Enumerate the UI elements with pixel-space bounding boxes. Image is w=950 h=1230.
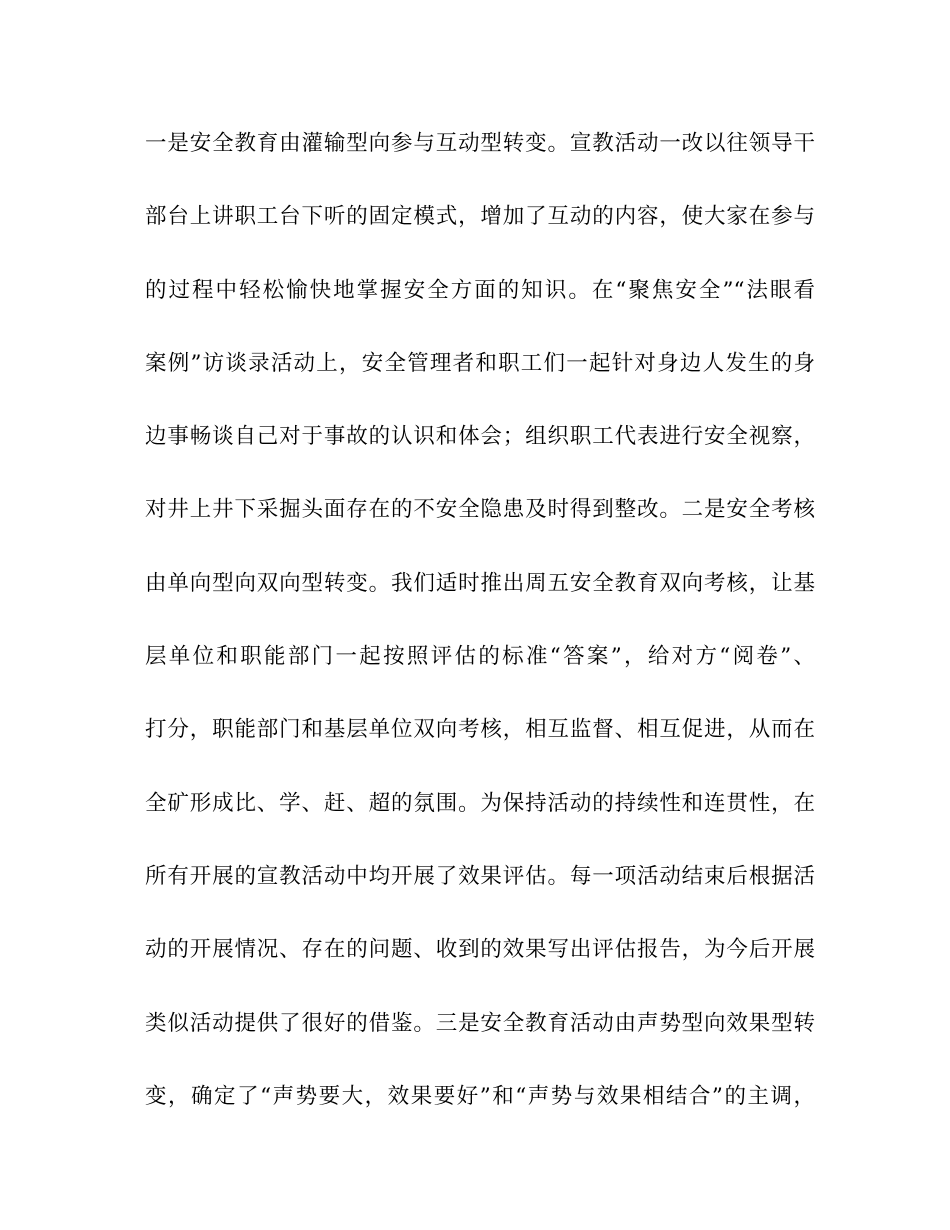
text-line: 类似活动提供了很好的借鉴。三是安全教育活动由声势型向效果型转 xyxy=(145,1010,815,1036)
text-line: 由单向型向双向型转变。我们适时推出周五安全教育双向考核，让基 xyxy=(145,570,815,596)
text-line: 边事畅谈自己对于事故的认识和体会；组织职工代表进行安全视察， xyxy=(145,424,815,450)
text-line: 所有开展的宣教活动中均开展了效果评估。每一项活动结束后根据活 xyxy=(145,863,815,889)
text-line: 层单位和职能部门一起按照评估的标准“答案”，给对方“阅卷”、 xyxy=(145,644,815,670)
text-line: 一是安全教育由灌输型向参与互动型转变。宣教活动一改以往领导干 xyxy=(145,131,815,156)
body-paragraph xyxy=(145,126,815,1152)
text-line: 的过程中轻松愉快地掌握安全方面的知识。在“聚焦安全”“法眼看 xyxy=(145,277,815,303)
text-line: 对井上井下采掘头面存在的不安全隐患及时得到整改。二是安全考核 xyxy=(145,497,815,523)
text-line: 全矿形成比、学、赶、超的氛围。为保持活动的持续性和连贯性，在 xyxy=(145,790,815,816)
text-line: 案例”访谈录活动上，安全管理者和职工们一起针对身边人发生的身 xyxy=(145,350,815,376)
text-line: 部台上讲职工台下听的固定模式，增加了互动的内容，使大家在参与 xyxy=(145,204,815,230)
text-line: 动的开展情况、存在的问题、收到的效果写出评估报告，为今后开展 xyxy=(145,937,815,963)
text-line: 变，确定了“声势要大，效果要好”和“声势与效果相结合”的主调， xyxy=(145,1083,815,1109)
text-line: 打分，职能部门和基层单位双向考核，相互监督、相互促进，从而在 xyxy=(145,717,815,743)
